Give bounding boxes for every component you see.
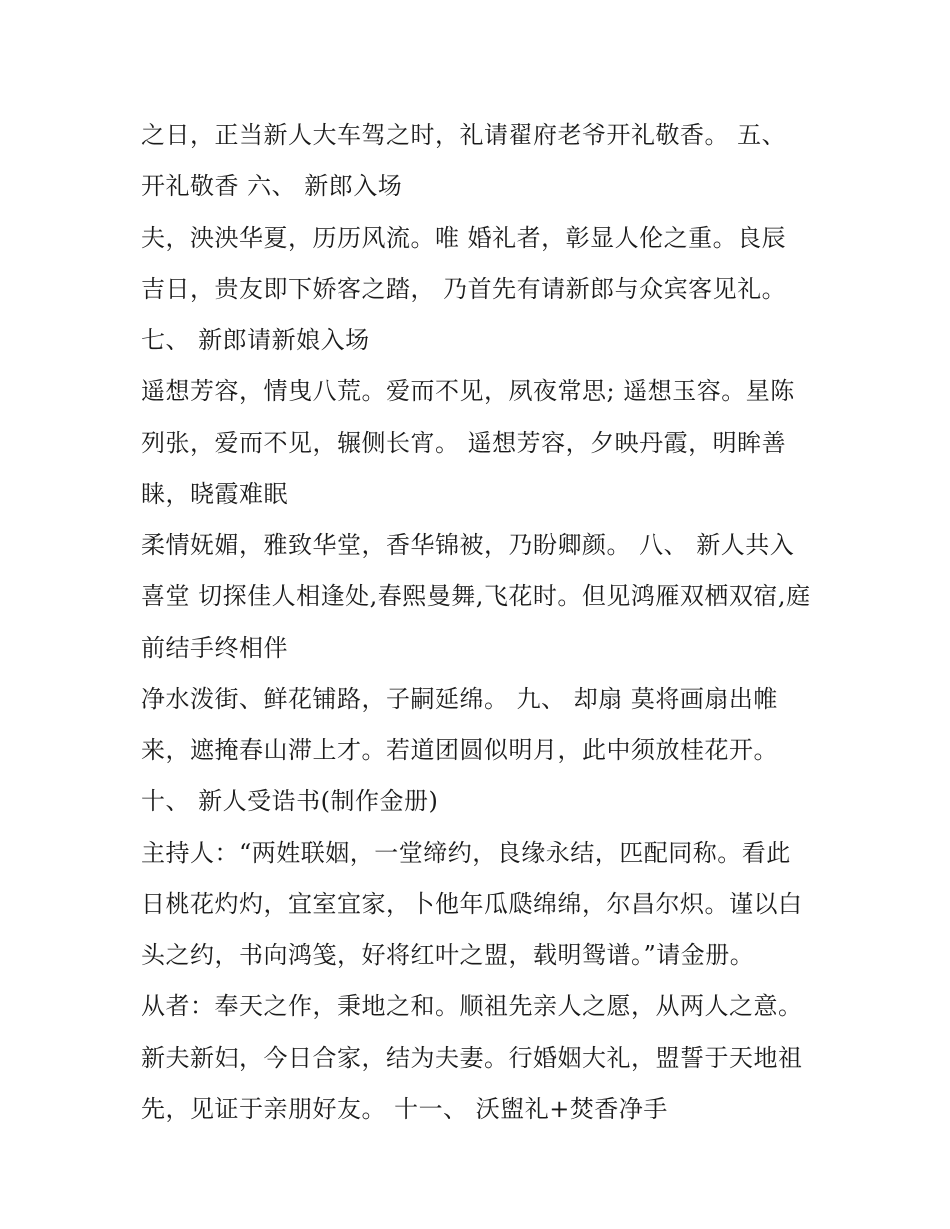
text-line: 七、 新郎请新娘入场: [141, 326, 370, 354]
text-line: 夫，泱泱华夏，历历风流。唯 婚礼者，彰显人伦之重。良辰: [141, 223, 787, 252]
document-body: [141, 110, 821, 1135]
text-line: 主持人：“两姓联姻，一堂缔约，良缘永结，匹配同称。看此: [141, 838, 791, 867]
text-line: 开礼敬香 六、 新郎入场: [141, 172, 403, 201]
text-line: 日桃花灼灼，宜室宜家，卜他年瓜瓞绵绵，尔昌尔炽。谨以白: [141, 889, 803, 918]
text-line: 喜堂 切探佳人相逢处,春熙曼舞,飞花时。但见鸿雁双栖双宿,庭: [141, 582, 811, 611]
text-line: 前结手终相伴: [141, 633, 288, 662]
text-line: 吉日，贵友即下娇客之踏， 乃首先有请新郎与众宾客见礼。: [141, 274, 787, 303]
text-line: 遥想芳容，情曳八荒。爱而不见，夙夜常思; 遥想玉容。星陈: [141, 377, 795, 406]
text-line: 头之约，书向鸿笺，好将红叶之盟，载明鸳谱。”请金册。: [141, 941, 755, 969]
text-line: 列张，爱而不见，辗侧长宵。 遥想芳容，夕映丹霞，明眸善: [141, 428, 787, 457]
text-line: 新夫新妇，今日合家，结为夫妻。行婚姻大礼，盟誓于天地祖: [141, 1043, 803, 1072]
text-line: 先，见证于亲朋好友。 十一、 沃盥礼+焚香净手: [141, 1094, 668, 1123]
text-line: 之日，正当新人大车驾之时，礼请翟府老爷开礼敬香。 五、: [141, 121, 787, 149]
text-line: 十、 新人受诰书(制作金册): [141, 787, 439, 816]
text-line: 从者：奉天之作，秉地之和。顺祖先亲人之愿，从两人之意。: [141, 992, 803, 1021]
text-line: 来，遮掩春山滞上才。若道团圆似明月，此中须放桂花开。: [141, 736, 778, 764]
text-line: 净水泼街、鲜花铺路，子嗣延绵。 九、 却扇 莫将画扇出帷: [141, 684, 778, 713]
text-line: 睐，晓霞难眠: [141, 479, 288, 508]
text-line: 柔情妩媚，雅致华堂，香华锦被，乃盼卿颜。 八、 新人共入: [141, 531, 795, 559]
